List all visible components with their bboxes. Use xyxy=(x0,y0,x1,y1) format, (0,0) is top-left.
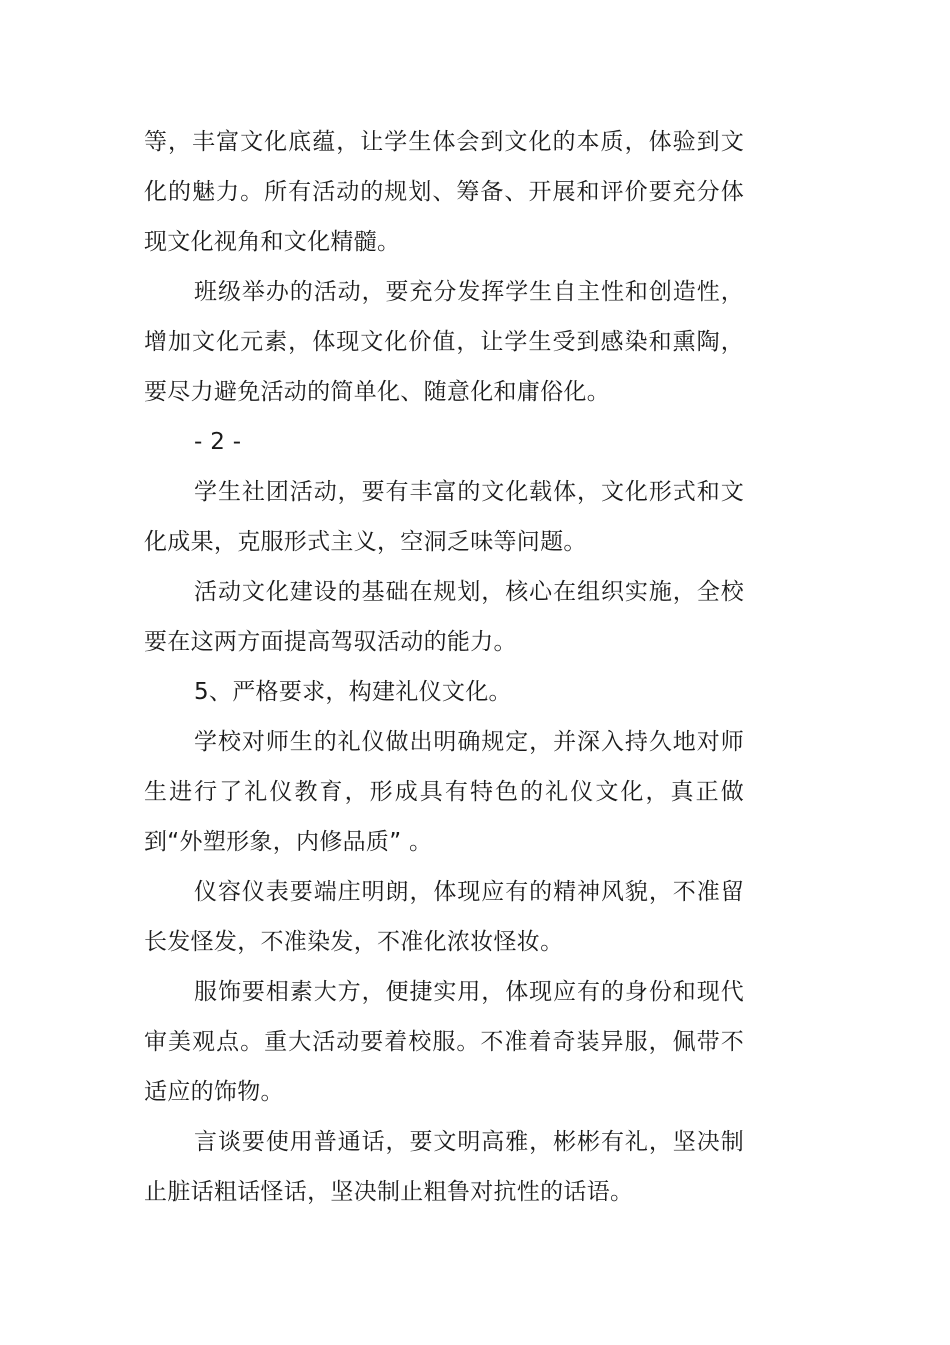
paragraph-activity-culture: 活动文化建设的基础在规划，核心在组织实施，全校要在这两方面提高驾驭活动的能力。 xyxy=(144,579,744,655)
paragraph-appearance: 仪容仪表要端庄明朗，体现应有的精神风貌，不准留长发怪发，不准染发，不准化浓妆怪妆。 xyxy=(144,879,744,955)
paragraph-class-activities: 班级举办的活动，要充分发挥学生自主性和创造性，增加文化元素，体现文化价值，让学生受到感染和熏陶，要尽力避免活动的简单化、随意化和庸俗化。 xyxy=(144,279,744,405)
body-text xyxy=(144,117,744,1217)
paragraph-dress: 服饰要相素大方，便捷实用，体现应有的身份和现代审美观点。重大活动要着校服。不准着奇装异服，佩带不适应的饰物。 xyxy=(144,979,744,1105)
page-number: - 2 - xyxy=(194,429,242,455)
paragraph-speech: 言谈要使用普通话，要文明高雅，彬彬有礼，坚决制止脏话粗话怪话，坚决制止粗鲁对抗性的话语。 xyxy=(144,1129,744,1205)
paragraph-etiquette-rules: 学校对师生的礼仪做出明确规定，并深入持久地对师生进行了礼仪教育，形成具有特色的礼仪文化，真正做到“外塑形象，内修品质” 。 xyxy=(144,729,744,855)
paragraph-continuation: 等，丰富文化底蕴，让学生体会到文化的本质，体验到文化的魅力。所有活动的规划、筹备、开展和评价要充分体现文化视角和文化精髓。 xyxy=(144,129,744,255)
section-heading-etiquette: 5、严格要求，构建礼仪文化。 xyxy=(194,679,512,705)
paragraph-club-activities: 学生社团活动，要有丰富的文化载体，文化形式和文化成果，克服形式主义，空洞乏味等问题。 xyxy=(144,479,744,555)
